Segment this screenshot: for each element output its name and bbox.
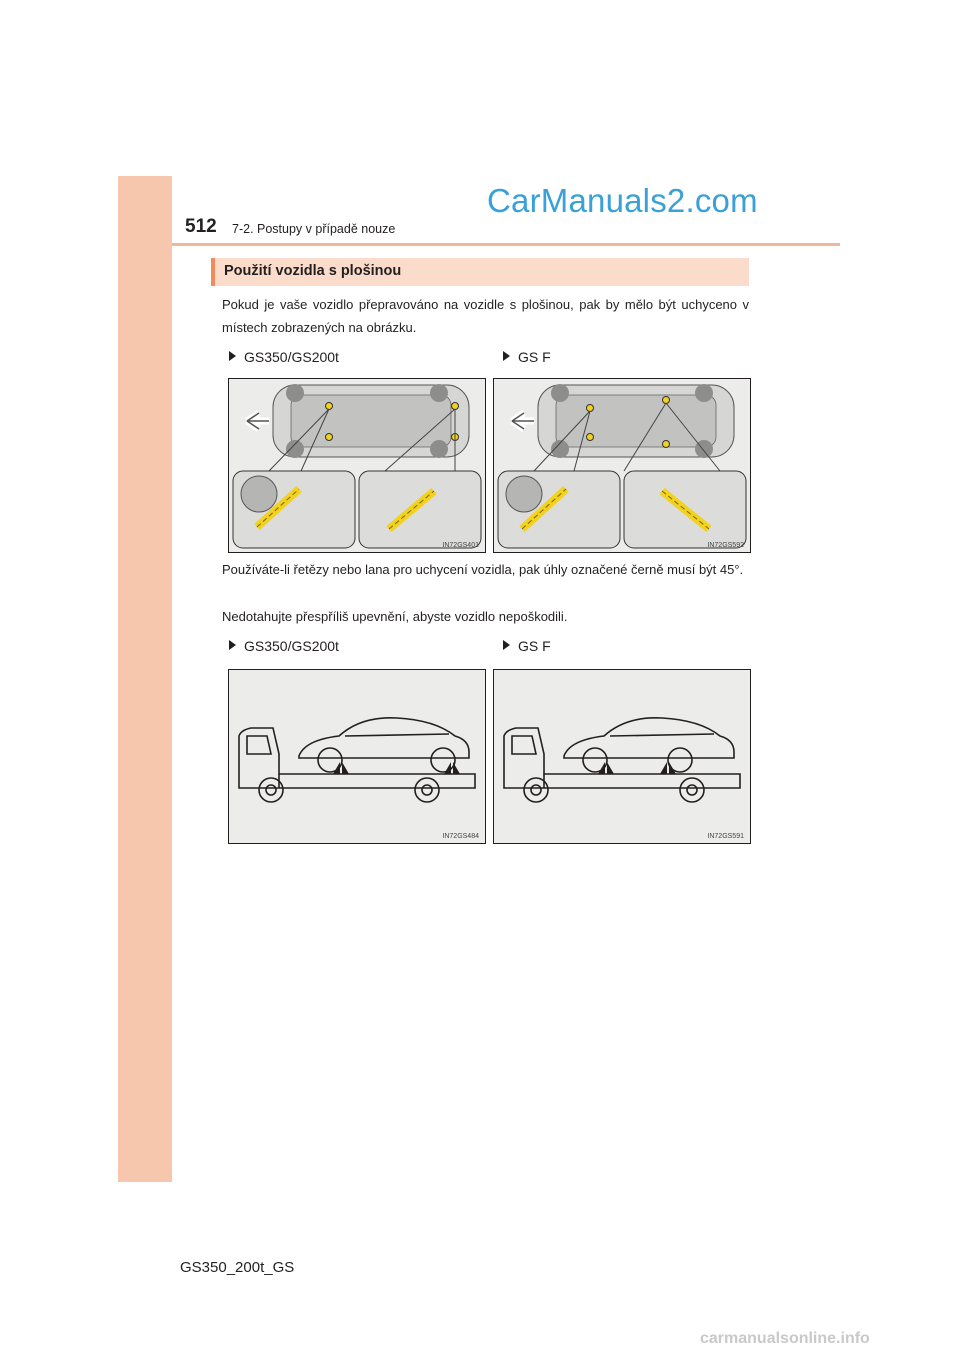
- variant-label-text: GS350/GS200t: [244, 638, 339, 654]
- footer-watermark: carmanualsonline.info: [700, 1330, 870, 1347]
- figure-truck-gs350: [228, 669, 486, 844]
- variant-label-gsf: [503, 638, 551, 654]
- variant-label-gsf: [503, 349, 551, 365]
- chapter-side-band: [118, 176, 172, 1182]
- undercarriage-illustration: [229, 379, 485, 552]
- figure-code: IN72GS401: [442, 542, 479, 549]
- bullet-triangle-icon: [503, 351, 510, 361]
- figure-truck-gsf: [493, 669, 751, 844]
- flatbed-truck-illustration: [494, 670, 750, 843]
- section-heading: [211, 258, 749, 286]
- chapter-title: 7-2. Postupy v případě nouze: [232, 222, 396, 236]
- section-heading-text: Použití vozidla s plošinou: [224, 263, 402, 279]
- page-number: 512: [185, 216, 217, 237]
- undercarriage-illustration: [494, 379, 750, 552]
- variant-label-text: GS F: [518, 349, 551, 365]
- bullet-triangle-icon: [229, 640, 236, 650]
- figure-code: IN72GS484: [442, 833, 479, 840]
- figure-chain-mounting-gs350: [228, 378, 486, 553]
- figure-code: IN72GS592: [707, 542, 744, 549]
- tighten-warning-paragraph: Nedotahujte přespříliš upevnění, abyste vozidlo nepoškodili.: [222, 609, 568, 624]
- figure-code: IN72GS591: [707, 833, 744, 840]
- section-heading-accent: [211, 258, 215, 286]
- chain-angle-paragraph: Používáte-li řetězy nebo lana pro uchycení vozidla, pak úhly označené černě musí být 45°.: [222, 562, 744, 577]
- watermark-logo: CarManuals2.com: [487, 182, 758, 219]
- variant-label-text: GS350/GS200t: [244, 349, 339, 365]
- flatbed-truck-illustration: [229, 670, 485, 843]
- variant-label-text: GS F: [518, 638, 551, 654]
- bullet-triangle-icon: [503, 640, 510, 650]
- footer-model-code: GS350_200t_GS: [180, 1259, 295, 1276]
- variant-label-gs350: [229, 638, 339, 654]
- header-divider: [172, 243, 840, 246]
- bullet-triangle-icon: [229, 351, 236, 361]
- variant-label-gs350: [229, 349, 339, 365]
- figure-chain-mounting-gsf: [493, 378, 751, 553]
- intro-paragraph: Pokud je vaše vozidlo přepravováno na vozidle s plošinou, pak by mělo být uchyceno v místech zobrazených na obrázku.: [222, 297, 749, 335]
